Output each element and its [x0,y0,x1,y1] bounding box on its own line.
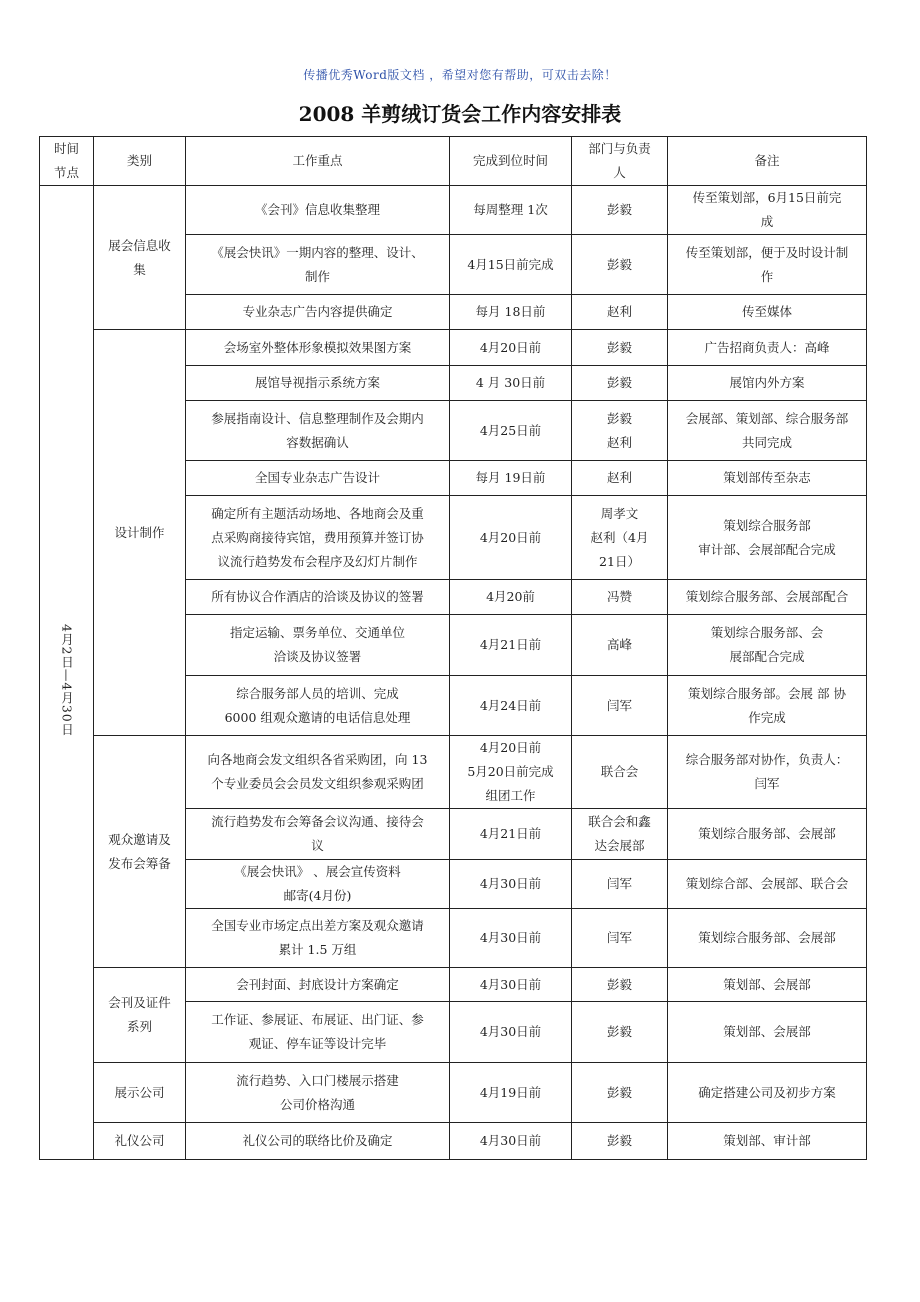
task-cell: 展馆导视指示系统方案 [186,366,450,401]
deadline-cell: 4月30日前 [450,909,572,968]
category-cell: 设计制作 [94,330,186,736]
note-cell: 策划综合服务部、会 展部配合完成 [668,615,867,676]
deadline-cell: 4月20日前 5月20日前完成 组团工作 [450,736,572,809]
schedule-table [39,136,867,1160]
category-cell: 礼仪公司 [94,1123,186,1160]
table-row [40,968,867,1002]
task-cell: 工作证、参展证、布展证、出门证、参 观证、停车证等设计完毕 [186,1002,450,1063]
note-cell: 会展部、策划部、综合服务部 共同完成 [668,401,867,461]
task-cell: 《会刊》信息收集整理 [186,186,450,235]
header-note: 备注 [668,137,867,186]
note-cell: 传至策划部，6月15日前完 成 [668,186,867,235]
table-row [40,1123,867,1160]
deadline-cell: 4月19日前 [450,1063,572,1123]
note-cell: 策划综合服务部、会展部 [668,909,867,968]
task-cell: 确定所有主题活动场地、各地商会及重 点采购商接待宾馆，费用预算并签订协 议流行趋势发布会程序及幻灯片制作 [186,496,450,580]
note-cell: 展馆内外方案 [668,366,867,401]
header-deadline: 完成到位时间 [450,137,572,186]
task-cell: 所有协议合作酒店的洽谈及协议的签署 [186,580,450,615]
table-row [40,736,867,809]
owner-cell: 联合会 [572,736,668,809]
note-cell: 策划综合服务部。会展 部 协 作完成 [668,676,867,736]
owner-cell: 彭毅 [572,1002,668,1063]
task-cell: 向各地商会发文组织各省采购团，向 13 个专业委员会会员发文组织参观采购团 [186,736,450,809]
owner-cell: 彭毅 赵利 [572,401,668,461]
deadline-cell: 4月30日前 [450,1002,572,1063]
note-cell: 广告招商负责人：高峰 [668,330,867,366]
deadline-cell: 4月21日前 [450,615,572,676]
note-cell: 策划部、会展部 [668,1002,867,1063]
table-row [40,1063,867,1123]
deadline-cell: 4月15日前完成 [450,235,572,295]
note-cell: 策划综合部、会展部、联合会 [668,860,867,909]
note-cell: 策划部、会展部 [668,968,867,1002]
note-cell: 策划综合服务部 审计部、会展部配合完成 [668,496,867,580]
deadline-cell: 4月20日前 [450,330,572,366]
category-cell: 展示公司 [94,1063,186,1123]
task-cell: 会刊封面、封底设计方案确定 [186,968,450,1002]
task-cell: 礼仪公司的联络比价及确定 [186,1123,450,1160]
task-cell: 《展会快讯》一期内容的整理、设计、 制作 [186,235,450,295]
note-cell: 策划综合服务部、会展部配合 [668,580,867,615]
table-row [40,330,867,366]
task-cell: 综合服务部人员的培训、完成 6000 组观众邀请的电话信息处理 [186,676,450,736]
owner-cell: 彭毅 [572,235,668,295]
category-cell: 展会信息收 集 [94,186,186,330]
owner-cell: 闫军 [572,860,668,909]
deadline-cell: 4月21日前 [450,809,572,860]
owner-cell: 彭毅 [572,968,668,1002]
task-cell: 全国专业市场定点出差方案及观众邀请 累计 1.5 万组 [186,909,450,968]
note-cell: 策划部、审计部 [668,1123,867,1160]
header-task: 工作重点 [186,137,450,186]
header-owner: 部门与负责 人 [572,137,668,186]
deadline-cell: 4月20日前 [450,496,572,580]
owner-cell: 彭毅 [572,366,668,401]
document-title: 2008 羊剪绒订货会工作内容安排表 [298,102,622,126]
deadline-cell: 4月30日前 [450,1123,572,1160]
deadline-cell: 4月25日前 [450,401,572,461]
time-node-label: 4月2日—4月30日 [59,624,75,737]
task-cell: 专业杂志广告内容提供确定 [186,295,450,330]
deadline-cell: 每月 19日前 [450,461,572,496]
table-row [40,186,867,235]
owner-cell: 赵利 [572,461,668,496]
task-cell: 会场室外整体形象模拟效果图方案 [186,330,450,366]
owner-cell: 彭毅 [572,1063,668,1123]
task-cell: 流行趋势、入口门楼展示搭建 公司价格沟通 [186,1063,450,1123]
note-cell: 策划综合服务部、会展部 [668,809,867,860]
task-cell: 参展指南设计、信息整理制作及会期内 容数据确认 [186,401,450,461]
deadline-cell: 每周整理 1次 [450,186,572,235]
deadline-cell: 4 月 30日前 [450,366,572,401]
note-cell: 策划部传至杂志 [668,461,867,496]
owner-cell: 彭毅 [572,1123,668,1160]
owner-cell: 彭毅 [572,330,668,366]
header-banner: 传播优秀Word版文档 ，希望对您有帮助，可双击去除！ [303,68,617,82]
owner-cell: 周孝文 赵利（4月 21日） [572,496,668,580]
note-cell: 确定搭建公司及初步方案 [668,1063,867,1123]
task-cell: 全国专业杂志广告设计 [186,461,450,496]
header-category: 类别 [94,137,186,186]
note-cell: 传至媒体 [668,295,867,330]
deadline-cell: 4月30日前 [450,968,572,1002]
time-node-cell [40,186,94,1160]
owner-cell: 闫军 [572,909,668,968]
owner-cell: 冯赞 [572,580,668,615]
header-time-node: 时间 节点 [40,137,94,186]
deadline-cell: 4月24日前 [450,676,572,736]
owner-cell: 闫军 [572,676,668,736]
task-cell: 《展会快讯》 、展会宣传资料 邮寄(4月份) [186,860,450,909]
owner-cell: 赵利 [572,295,668,330]
category-cell: 观众邀请及 发布会筹备 [94,736,186,968]
note-cell: 传至策划部，便于及时设计制 作 [668,235,867,295]
owner-cell: 高峰 [572,615,668,676]
note-cell: 综合服务部对协作，负责人： 闫军 [668,736,867,809]
category-cell: 会刊及证件 系列 [94,968,186,1063]
deadline-cell: 每月 18日前 [450,295,572,330]
deadline-cell: 4月30日前 [450,860,572,909]
table-header-row [40,137,867,186]
task-cell: 流行趋势发布会筹备会议沟通、接待会 议 [186,809,450,860]
task-cell: 指定运输、票务单位、交通单位 洽谈及协议签署 [186,615,450,676]
owner-cell: 彭毅 [572,186,668,235]
deadline-cell: 4月20前 [450,580,572,615]
owner-cell: 联合会和鑫 达会展部 [572,809,668,860]
